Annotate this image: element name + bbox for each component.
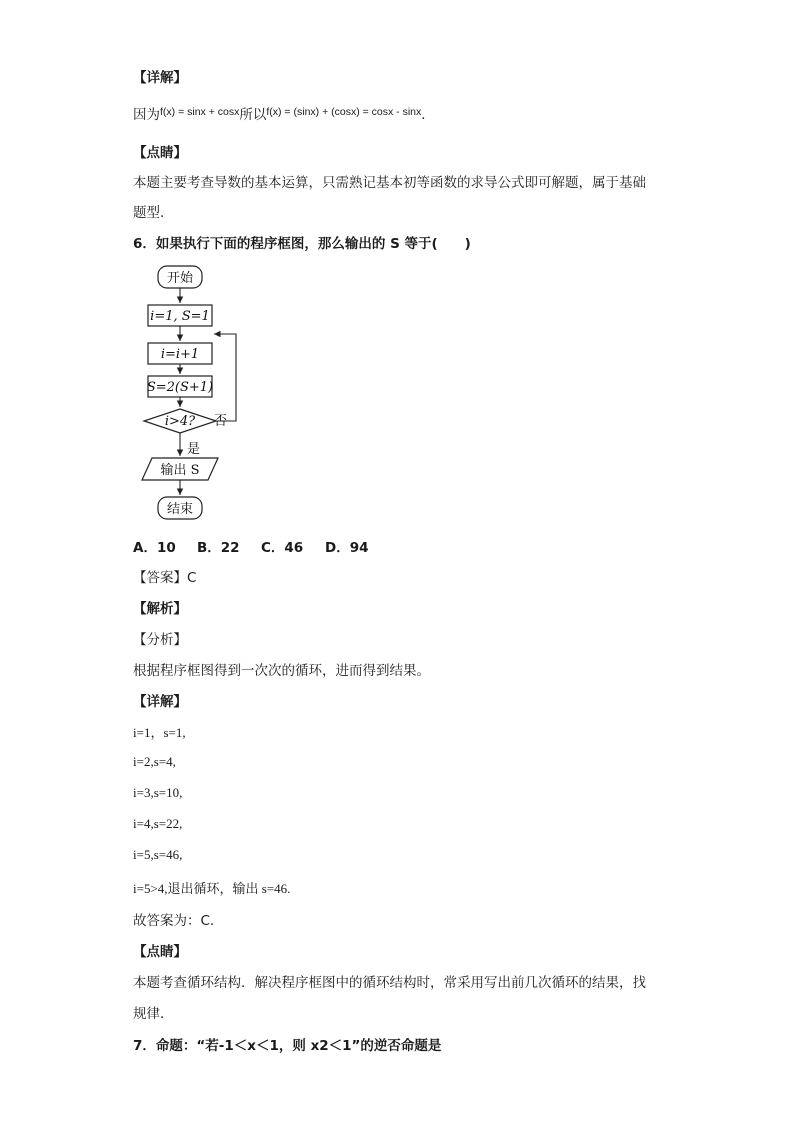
step-line: i=2,s=4, [133,754,176,769]
step-line: i=5>4,退出循环，输出 s=46. [133,881,291,896]
conclusion-line: 故答案为：C. [133,913,215,929]
step-line: i=5,s=46, [133,847,183,862]
explanation-line [133,103,426,123]
flow-yes-label: 是 [187,442,201,457]
detail-heading-2: 【详解】 [133,694,187,710]
question-6-stem: 6．如果执行下面的程序框图，那么输出的 S 等于( ) [133,236,471,252]
flow-start-label: 开始 [166,271,194,286]
answer-line: 【答案】C [133,570,197,586]
comment-2-line-1: 本题考查循环结构．解决程序框图中的循环结构时，常采用写出前几次循环的结果，找 [133,975,646,991]
question-6-options [133,536,369,556]
detail-heading: 【详解】 [133,70,187,86]
question-7-stem: 7．命题：“若-1＜x＜1，则 x2＜1”的逆否命题是 [133,1038,442,1054]
comment-2-line-2: 规律． [133,1006,174,1022]
option-d[interactable]: D．94 [325,540,369,556]
formula-derivative: f(x) = (sinx) + (cosx) = cosx - sinx [266,106,422,118]
fenxi-heading: 【分析】 [133,632,187,648]
flow-end-label: 结束 [166,502,194,517]
program-flowchart [140,262,240,526]
explain-suffix: . [421,107,426,123]
flow-increment-label: i=i+1 [160,347,200,362]
option-c[interactable]: C．46 [261,540,304,556]
explain-prefix: 因为 [133,107,160,123]
comment-heading: 【点睛】 [133,145,187,161]
comment-line-1: 本题主要考查导数的基本运算，只需熟记基本初等函数的求导公式即可解题，属于基础 [133,175,646,191]
flow-condition-label: i>4? [164,414,196,429]
flow-init-label: i=1, S=1 [150,309,210,324]
comment-line-2: 题型. [133,205,165,221]
fenxi-text: 根据程序框图得到一次次的循环，进而得到结果。 [133,663,430,679]
step-line: i=4,s=22, [133,816,183,831]
comment-heading-2: 【点睛】 [133,944,187,960]
formula-function: f(x) = sinx + cosx [160,106,240,118]
flow-update-label: S=2(S+1) [146,380,214,395]
step-line: i=3,s=10, [133,785,183,800]
explain-middle: 所以 [239,107,267,123]
flow-output-label: 输出 S [160,463,200,478]
option-a[interactable]: A．10 [133,540,176,556]
step-line: i=1，s=1, [133,725,186,740]
option-b[interactable]: B．22 [197,540,240,556]
flow-no-label: 否 [214,414,228,429]
analysis-heading: 【解析】 [133,601,187,617]
